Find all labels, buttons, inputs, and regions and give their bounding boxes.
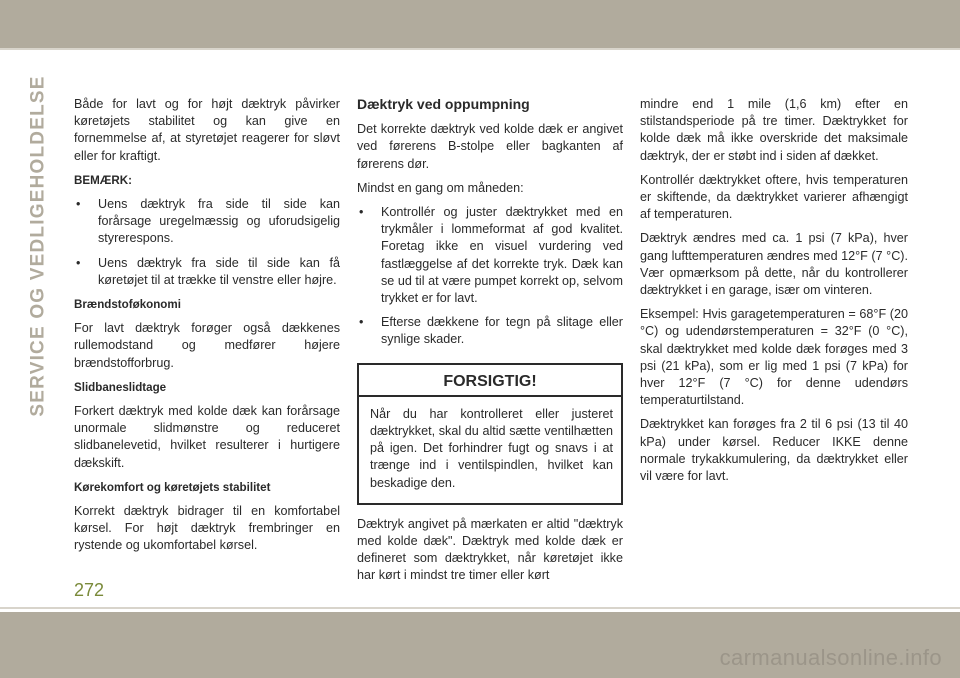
column-3	[640, 96, 908, 492]
watermark	[0, 645, 960, 671]
cold-pressure-paragraph: Det korrekte dæktryk ved kolde dæk er angivet ved førerens B-stolpe eller bagkanten af førerens dør.	[357, 122, 623, 171]
driving-increase-paragraph: Dæktrykket kan forøges fra 2 til 6 psi (13 til 40 kPa) under kørsel. Reducer IKKE denne normale trykakkumulering, da dæktrykket eller vil være for lavt.	[640, 417, 908, 484]
fuel-economy-paragraph: For lavt dæktryk forøger også dækkenes rullemodstand og medfører højere brændstofforbrug.	[74, 321, 340, 370]
caution-text: Når du har kontrolleret eller justeret dæktrykket, skal du altid sætte ventilhætten på igen. Det forhindrer fugt og snavs i at trænge ind i ventilspindlen, hvilket kan beskadige den.	[370, 406, 613, 490]
section-tab	[24, 75, 54, 417]
list-item: • Uens dæktryk fra side til side kan få køretøjet til at trække til venstre eller højre.	[74, 255, 340, 289]
comfort-paragraph: Korrekt dæktryk bidrager til en komfortabel kørsel. For højt dæktryk frembringer en rystende og ukomfortabel kørsel.	[74, 504, 340, 553]
tread-wear-label: Slidbaneslidtage	[74, 380, 167, 394]
fuel-economy-label: Brændstoføkonomi	[74, 298, 181, 312]
list-item: • Uens dæktryk fra side til side kan forårsage uregelmæssig og uforudsigelig styrerespons.	[74, 196, 340, 248]
note-label: BEMÆRK:	[74, 173, 132, 187]
list-item: • Kontrollér og juster dæktrykket med en trykmåler i lommeformat af god kvalitet. Foretag ikke en visuel vurdering ved fastlæggelse af det korrekte tryk. Dæk kan se ud til at være pumpet korrekt op, selvom trykket er for lavt.	[357, 204, 623, 307]
section-heading: Dæktryk ved oppumpning	[357, 96, 530, 112]
monthly-paragraph: Mindst en gang om måneden:	[357, 180, 524, 195]
header-band	[0, 0, 960, 48]
continued-paragraph: mindre end 1 mile (1,6 km) efter en stilstandsperiode på tre timer. Dæktrykket for kolde dæk må ikke overskride det maksimale dæktryk, der er støbt ind i siden af dækket.	[640, 97, 908, 163]
section-tab-label: SERVICE OG VEDLIGEHOLDELSE	[28, 75, 49, 417]
note-list	[74, 196, 340, 289]
intro-paragraph: Både for lavt og for højt dæktryk påvirker køretøjets stabilitet og kan give en fornemmelse af, at styretøjet reagerer for sløvt eller for kraftigt.	[74, 97, 340, 163]
column-2	[357, 96, 623, 592]
page-number: 272	[74, 580, 105, 600]
list-item: • Efterse dækkene for tegn på slitage eller synlige skader.	[357, 314, 623, 348]
tread-wear-paragraph: Forkert dæktryk med kolde dæk kan forårsage unormale slidmønstre og reduceret slidbanelevetid, hvilket resulterer i hurtigere dækskift.	[74, 404, 340, 470]
watermark-text: carmanualsonline.info	[719, 645, 942, 670]
comfort-label: Kørekomfort og køretøjets stabilitet	[74, 480, 271, 494]
label-pressure-paragraph: Dæktryk angivet på mærkaten er altid "dæktryk med kolde dæk". Dæktryk med kolde dæk er defineret som dæktrykket, når køretøjet ikke har kørt i mindst tre timer eller kørt	[357, 516, 623, 583]
caution-box	[357, 363, 623, 505]
temperature-paragraph: Kontrollér dæktrykket oftere, hvis temperaturen er skiftende, da dæktrykket varierer afhængigt af temperaturen.	[640, 172, 908, 222]
example-paragraph: Eksempel: Hvis garagetemperaturen = 68°F (20 °C) og udendørstemperaturen = 32°F (0 °C), skal dæktrykket med kolde dæk forøges med 3 psi (21 kPa), som er lig med 1 psi (7 kPa) for hver 12°F (7 °C) for denne udendørs temperaturtilstand.	[640, 307, 908, 408]
footer-rule	[0, 607, 960, 609]
monthly-list	[357, 204, 623, 349]
column-1	[74, 96, 340, 562]
header-rule	[0, 48, 960, 50]
pressure-change-paragraph: Dæktryk ændres med ca. 1 psi (7 kPa), hver gang lufttemperaturen ændres med 12°F (7 °C). Vær opmærksom på dette, når du kontrollerer dæktrykket i en garage, især om vinteren.	[640, 231, 908, 298]
caution-title: FORSIGTIG!	[359, 365, 621, 397]
